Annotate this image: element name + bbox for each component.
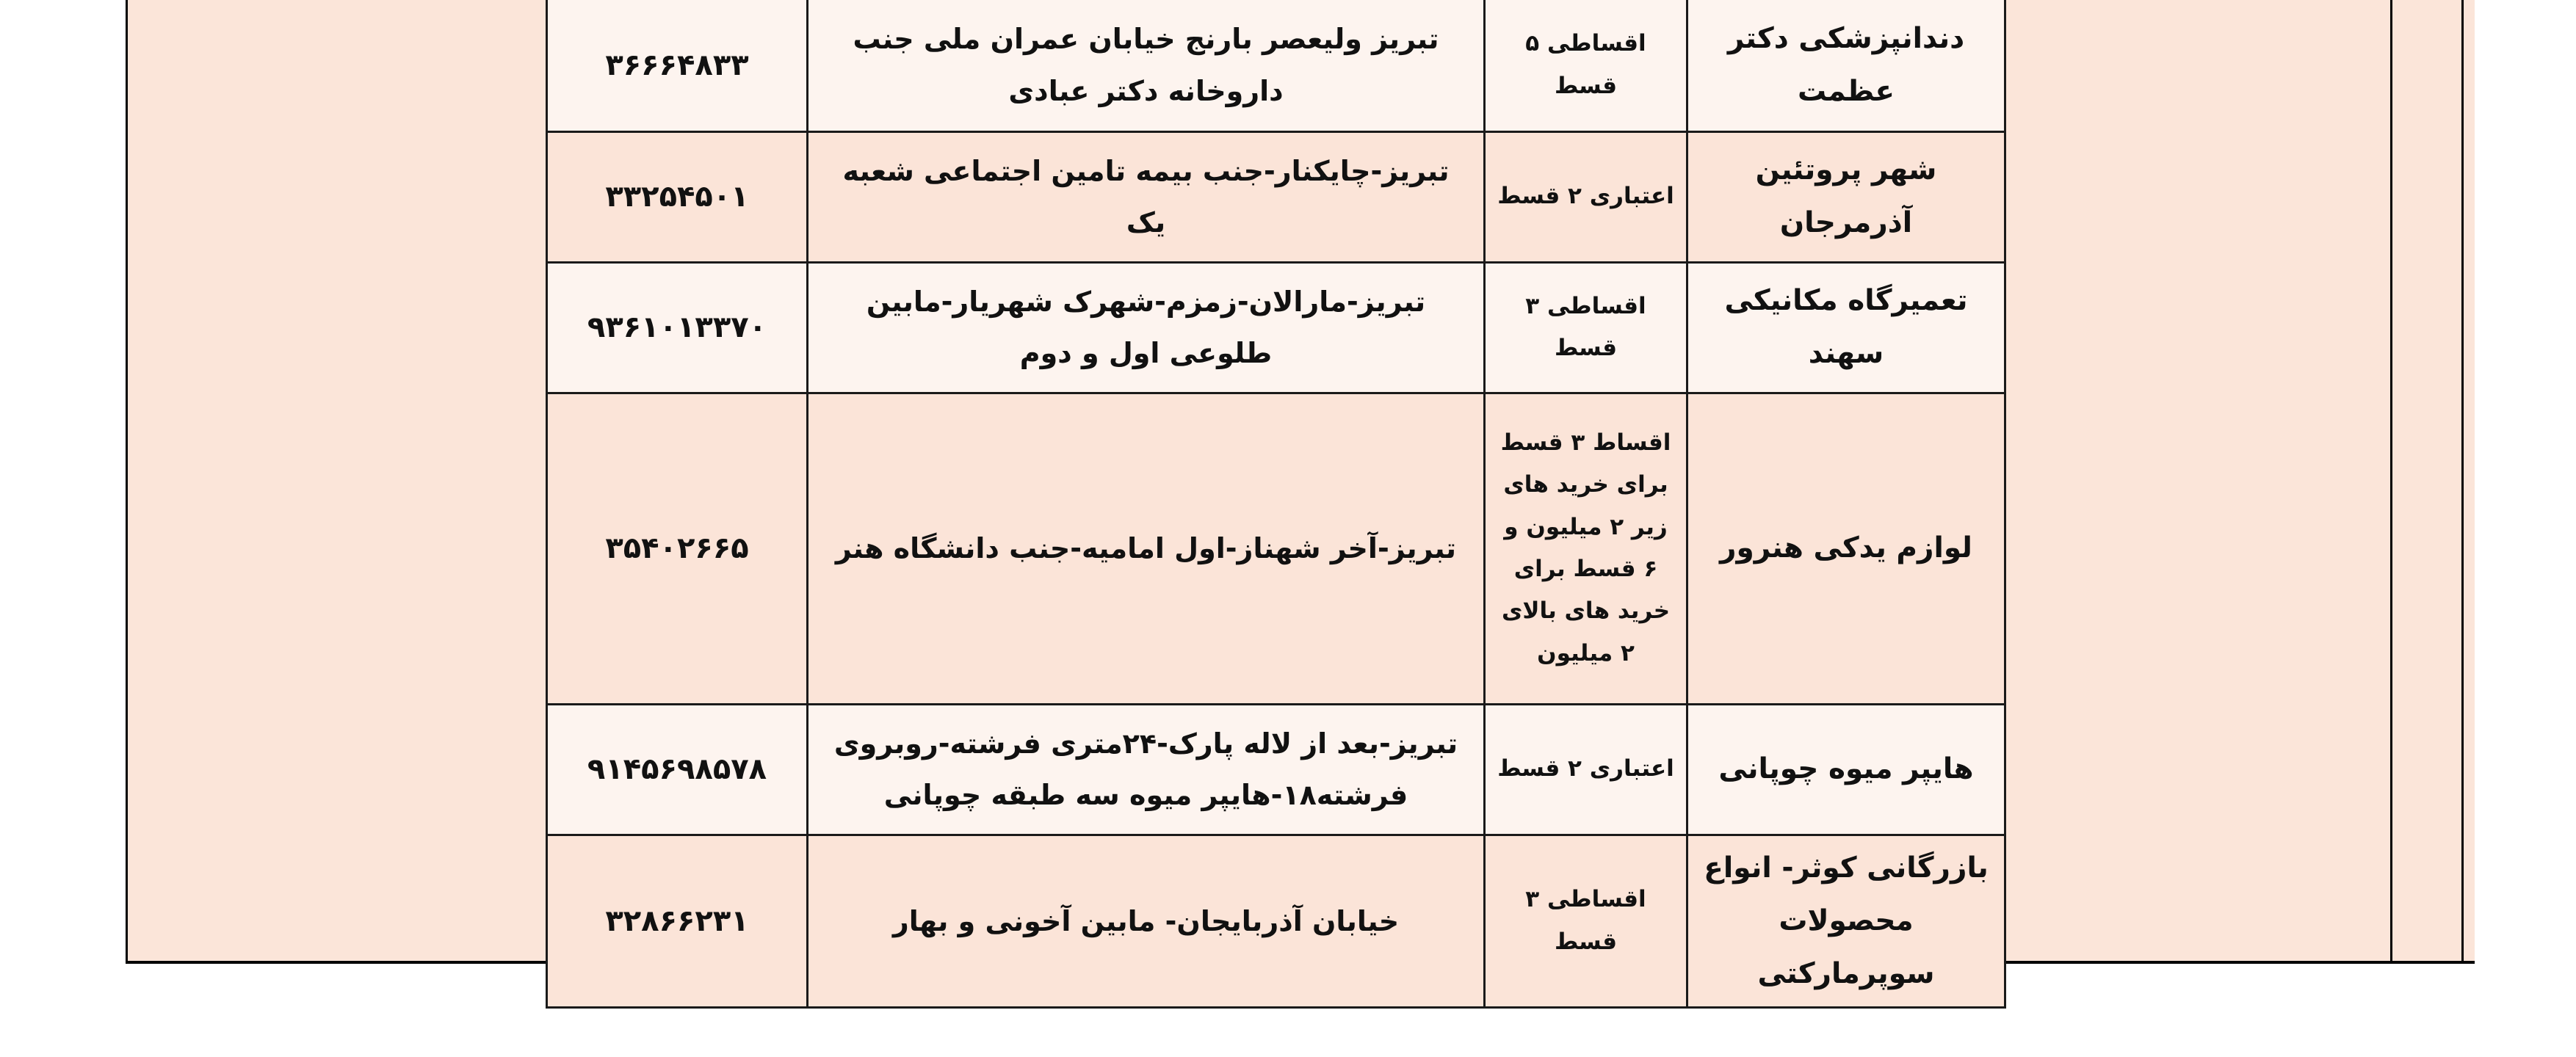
payment-terms-cell: اعتباری ۲ قسط [1485,704,1687,835]
business-name-cell: دندانپزشکی دکتر عظمت [1687,0,2005,131]
business-name-cell: بازرگانی کوثر- انواع محصولات سوپرمارکتی [1687,835,2005,1007]
address-cell: تبریز-آخر شهناز-اول امامیه-جنب دانشگاه هنر [808,393,1485,704]
business-name-cell: شهر پروتئین آذرمرجان [1687,131,2005,262]
business-name-cell: تعمیرگاه مکانیکی سهند [1687,262,2005,393]
phone-cell: ۳۳۲۵۴۵۰۱ [547,131,808,262]
address-cell: تبریز-مارالان-زمزم-شهرک شهریار-مابین طلوعی اول و دوم [808,262,1485,393]
phone-cell: ۹۱۴۵۶۹۸۵۷۸ [547,704,808,835]
table-row [547,835,2005,1007]
address-cell: تبریز ولیعصر بارنج خیابان عمران ملی جنب داروخانه دکتر عبادی [808,0,1485,131]
payment-terms-cell: اقساطی ۳ قسط [1485,835,1687,1007]
payment-terms-cell: اقساط ۳ قسط برای خرید های زیر ۲ میلیون و ۶ قسط برای خرید های بالای ۲ میلیون [1485,393,1687,704]
address-cell: تبریز-بعد از لاله پارک-۲۴متری فرشته-روبروی فرشته۱۸-هایپر میوه سه طبقه چوپانی [808,704,1485,835]
table-row [547,131,2005,262]
address-cell: خیابان آذربایجان- مابین آخونی و بهار [808,835,1485,1007]
phone-cell: ۳۲۸۶۶۲۳۱ [547,835,808,1007]
column-divider-right-2 [2390,0,2392,964]
business-name-cell: لوازم یدکی هنرور [1687,393,2005,704]
phone-cell: ۳۶۶۶۴۸۳۳ [547,0,808,131]
table-row [547,393,2005,704]
business-name-cell: هایپر میوه چوپانی [1687,704,2005,835]
table-row [547,704,2005,835]
payment-terms-cell: اقساطی ۵ قسط [1485,0,1687,131]
address-cell: تبریز-چایکنار-جنب بیمه تامین اجتماعی شعبه یک [808,131,1485,262]
phone-cell: ۹۳۶۱۰۱۳۳۷۰ [547,262,808,393]
column-divider-right-3 [2461,0,2464,964]
payment-terms-cell: اقساطی ۳ قسط [1485,262,1687,393]
payment-terms-cell: اعتباری ۲ قسط [1485,131,1687,262]
table-row [547,0,2005,131]
phone-cell: ۳۵۴۰۲۶۶۵ [547,393,808,704]
table-row [547,262,2005,393]
merchants-table [546,0,2006,1009]
